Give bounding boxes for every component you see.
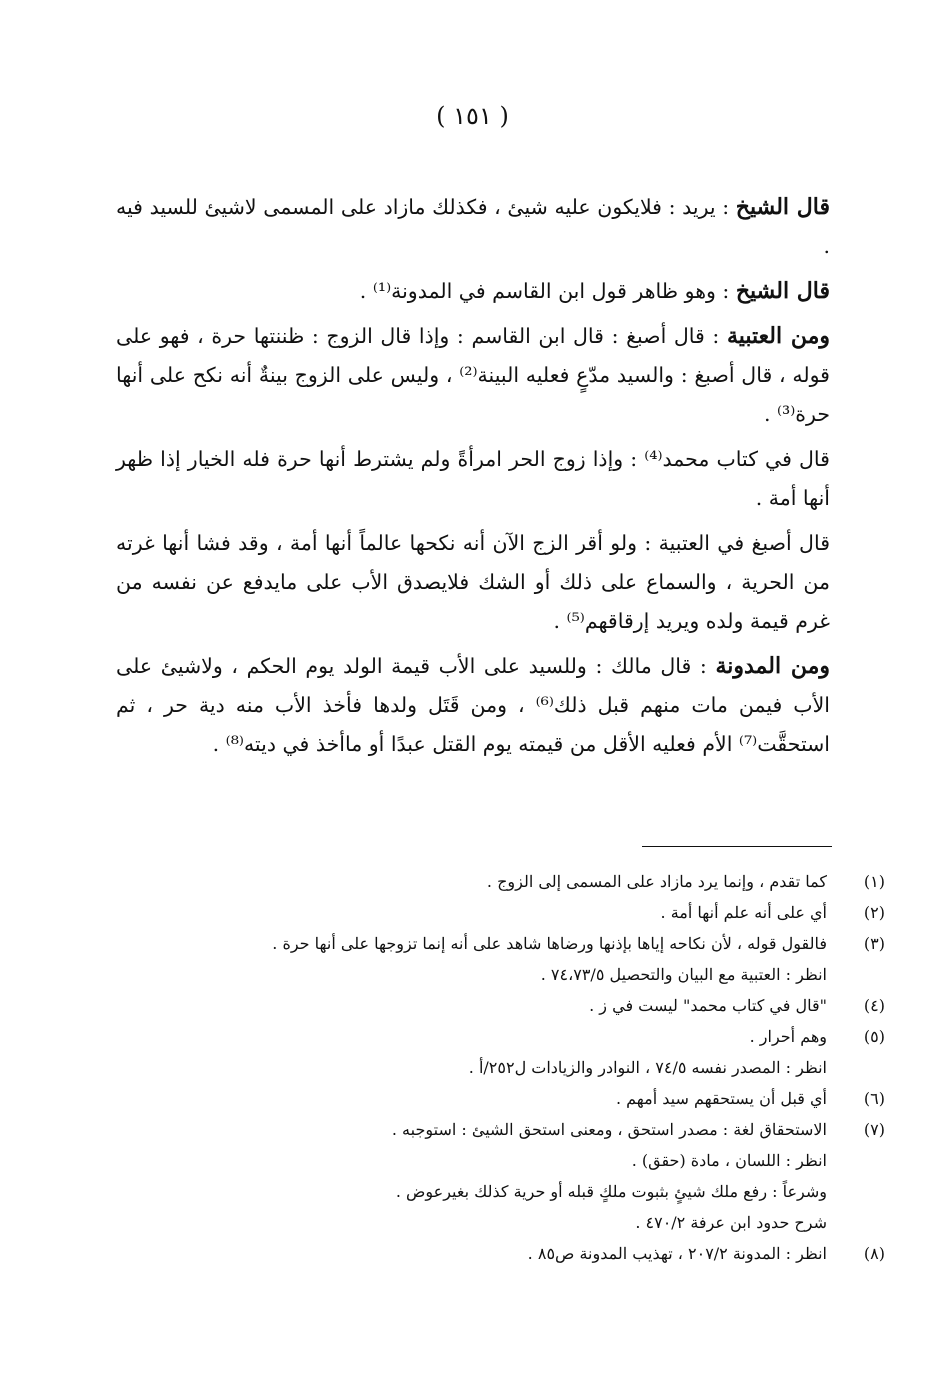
paragraph-1 bbox=[116, 188, 830, 266]
paragraph-text: : يريد : فلايكون عليه شيئ ، فكذلك مازاد على المسمى لاشيئ للسيد فيه . bbox=[116, 195, 830, 258]
footnote-line: انظر : العتبية مع البيان والتحصيل ٧٤،٧٣/٥ . bbox=[540, 965, 827, 984]
paragraph-lead: قال الشيخ bbox=[735, 194, 830, 220]
footnote-line: انظر : المدونة ٢٠٧/٢ ، تهذيب المدونة ص٨٥ . bbox=[527, 1244, 827, 1263]
footnote-number: (٢) bbox=[863, 903, 885, 922]
footnote-number: (٣) bbox=[863, 934, 885, 953]
footnote-body bbox=[115, 1083, 827, 1114]
paragraph-lead: قال الشيخ bbox=[735, 278, 830, 304]
paragraph-lead: ومن العتبية bbox=[726, 323, 830, 349]
main-body-text bbox=[116, 188, 830, 770]
footnote-number: (٨) bbox=[863, 1244, 885, 1263]
footnote-line: أي على أنه علم أنها أمة . bbox=[660, 903, 827, 922]
footnote-line: "قال في كتاب محمد" ليست في ز . bbox=[589, 996, 827, 1015]
footnote-body bbox=[115, 897, 827, 928]
footnote-body bbox=[115, 1238, 827, 1269]
footnote-line: انظر : المصدر نفسه ٧٤/٥ ، النوادر والزيادات ل٢٥٢/أ . bbox=[468, 1058, 827, 1077]
paragraph-3 bbox=[116, 317, 830, 434]
footnote-body bbox=[115, 866, 827, 897]
footnote-2 bbox=[115, 897, 885, 928]
footnote-body bbox=[115, 1021, 827, 1083]
footnote-number: (١) bbox=[863, 872, 885, 891]
footnote-line: شرح حدود ابن عرفة ٤٧٠/٢ . bbox=[635, 1213, 827, 1232]
paragraph-text: : وهو ظاهر قول ابن القاسم في المدونة⁽¹⁾ . bbox=[359, 279, 736, 303]
footnote-7 bbox=[115, 1114, 885, 1238]
paragraph-2 bbox=[116, 272, 830, 311]
footnote-body bbox=[115, 990, 827, 1021]
footnote-line: وهم أحرار . bbox=[749, 1027, 827, 1046]
footnote-number: (٧) bbox=[863, 1120, 885, 1139]
footnote-8 bbox=[115, 1238, 885, 1269]
paragraph-text: : قال أصبغ : قال ابن القاسم : وإذا قال الزوج : ظننتها حرة ، فهو على قوله ، قال أصبغ : والسيد مدّعٍ فعليه البينة⁽²⁾ ، وليس على الزوج بينةٌ أنه نكح على أنها حرة⁽³⁾ . bbox=[116, 324, 830, 426]
footnote-3 bbox=[115, 928, 885, 990]
paragraph-lead: ومن المدونة bbox=[715, 653, 830, 679]
footnote-body bbox=[115, 928, 827, 990]
footnote-6 bbox=[115, 1083, 885, 1114]
footnote-number: (٦) bbox=[863, 1089, 885, 1108]
footnote-1 bbox=[115, 866, 885, 897]
footnote-number: (٤) bbox=[863, 996, 885, 1015]
paragraph-text: : قال مالك : وللسيد على الأب قيمة الولد يوم الحكم ، ولاشيئ على الأب فيمن مات منهم قبل ذلك⁽⁶⁾ ، ومن قَتَل ولدها فأخذ الأب منه دية حر ، ثم استحقَّت⁽⁷⁾ الأم فعليه الأقل من قيمته يوم القتل عبدًا أو ماأخذ في ديته⁽⁸⁾ . bbox=[116, 654, 830, 756]
footnote-line: انظر : اللسان ، مادة (حقق) . bbox=[631, 1151, 827, 1170]
paragraph-6 bbox=[116, 647, 830, 764]
footnote-line: وشرعاً : رفع ملك شيئٍ بثبوت ملكٍ قبله أو حرية كذلك بغيرعوض . bbox=[395, 1182, 827, 1201]
footnote-5 bbox=[115, 1021, 885, 1083]
footnote-line: فالقول قوله ، لأن نكاحه إياها بإذنها ورضاها شاهد على أنه إنما تزوجها على أنها حرة . bbox=[272, 934, 827, 953]
footnote-4 bbox=[115, 990, 885, 1021]
page-number: ( ١٥١ ) bbox=[436, 102, 509, 130]
footnotes bbox=[115, 866, 885, 1269]
paragraph-4 bbox=[116, 440, 830, 518]
footnote-line: الاستحقاق لغة : مصدر استحق ، ومعنى استحق الشيئ : استوجبه . bbox=[391, 1120, 827, 1139]
footnote-line: أي قبل أن يستحقهم سيد أمهم . bbox=[615, 1089, 827, 1108]
footnote-divider bbox=[642, 846, 832, 847]
footnote-line: كما تقدم ، وإنما يرد مازاد على المسمى إلى الزوج . bbox=[486, 872, 827, 891]
paragraph-text: قال في كتاب محمد⁽⁴⁾ : وإذا زوج الحر امرأةً ولم يشترط أنها حرة فله الخيار إذا ظهر أنها أمة . bbox=[116, 447, 830, 510]
paragraph-5 bbox=[116, 524, 830, 641]
footnote-number: (٥) bbox=[863, 1027, 885, 1046]
footnote-body bbox=[115, 1114, 827, 1238]
paragraph-text: قال أصبغ في العتبية : ولو أقر الزج الآن أنه نكحها عالماً أنها أمة ، وقد فشا أنها غرته من الحرية ، والسماع على ذلك أو الشك فلايصدق الأب على مايدفع عن نفسه من غرم قيمة ولده ويريد إرقاقهم⁽⁵⁾ . bbox=[116, 531, 830, 633]
